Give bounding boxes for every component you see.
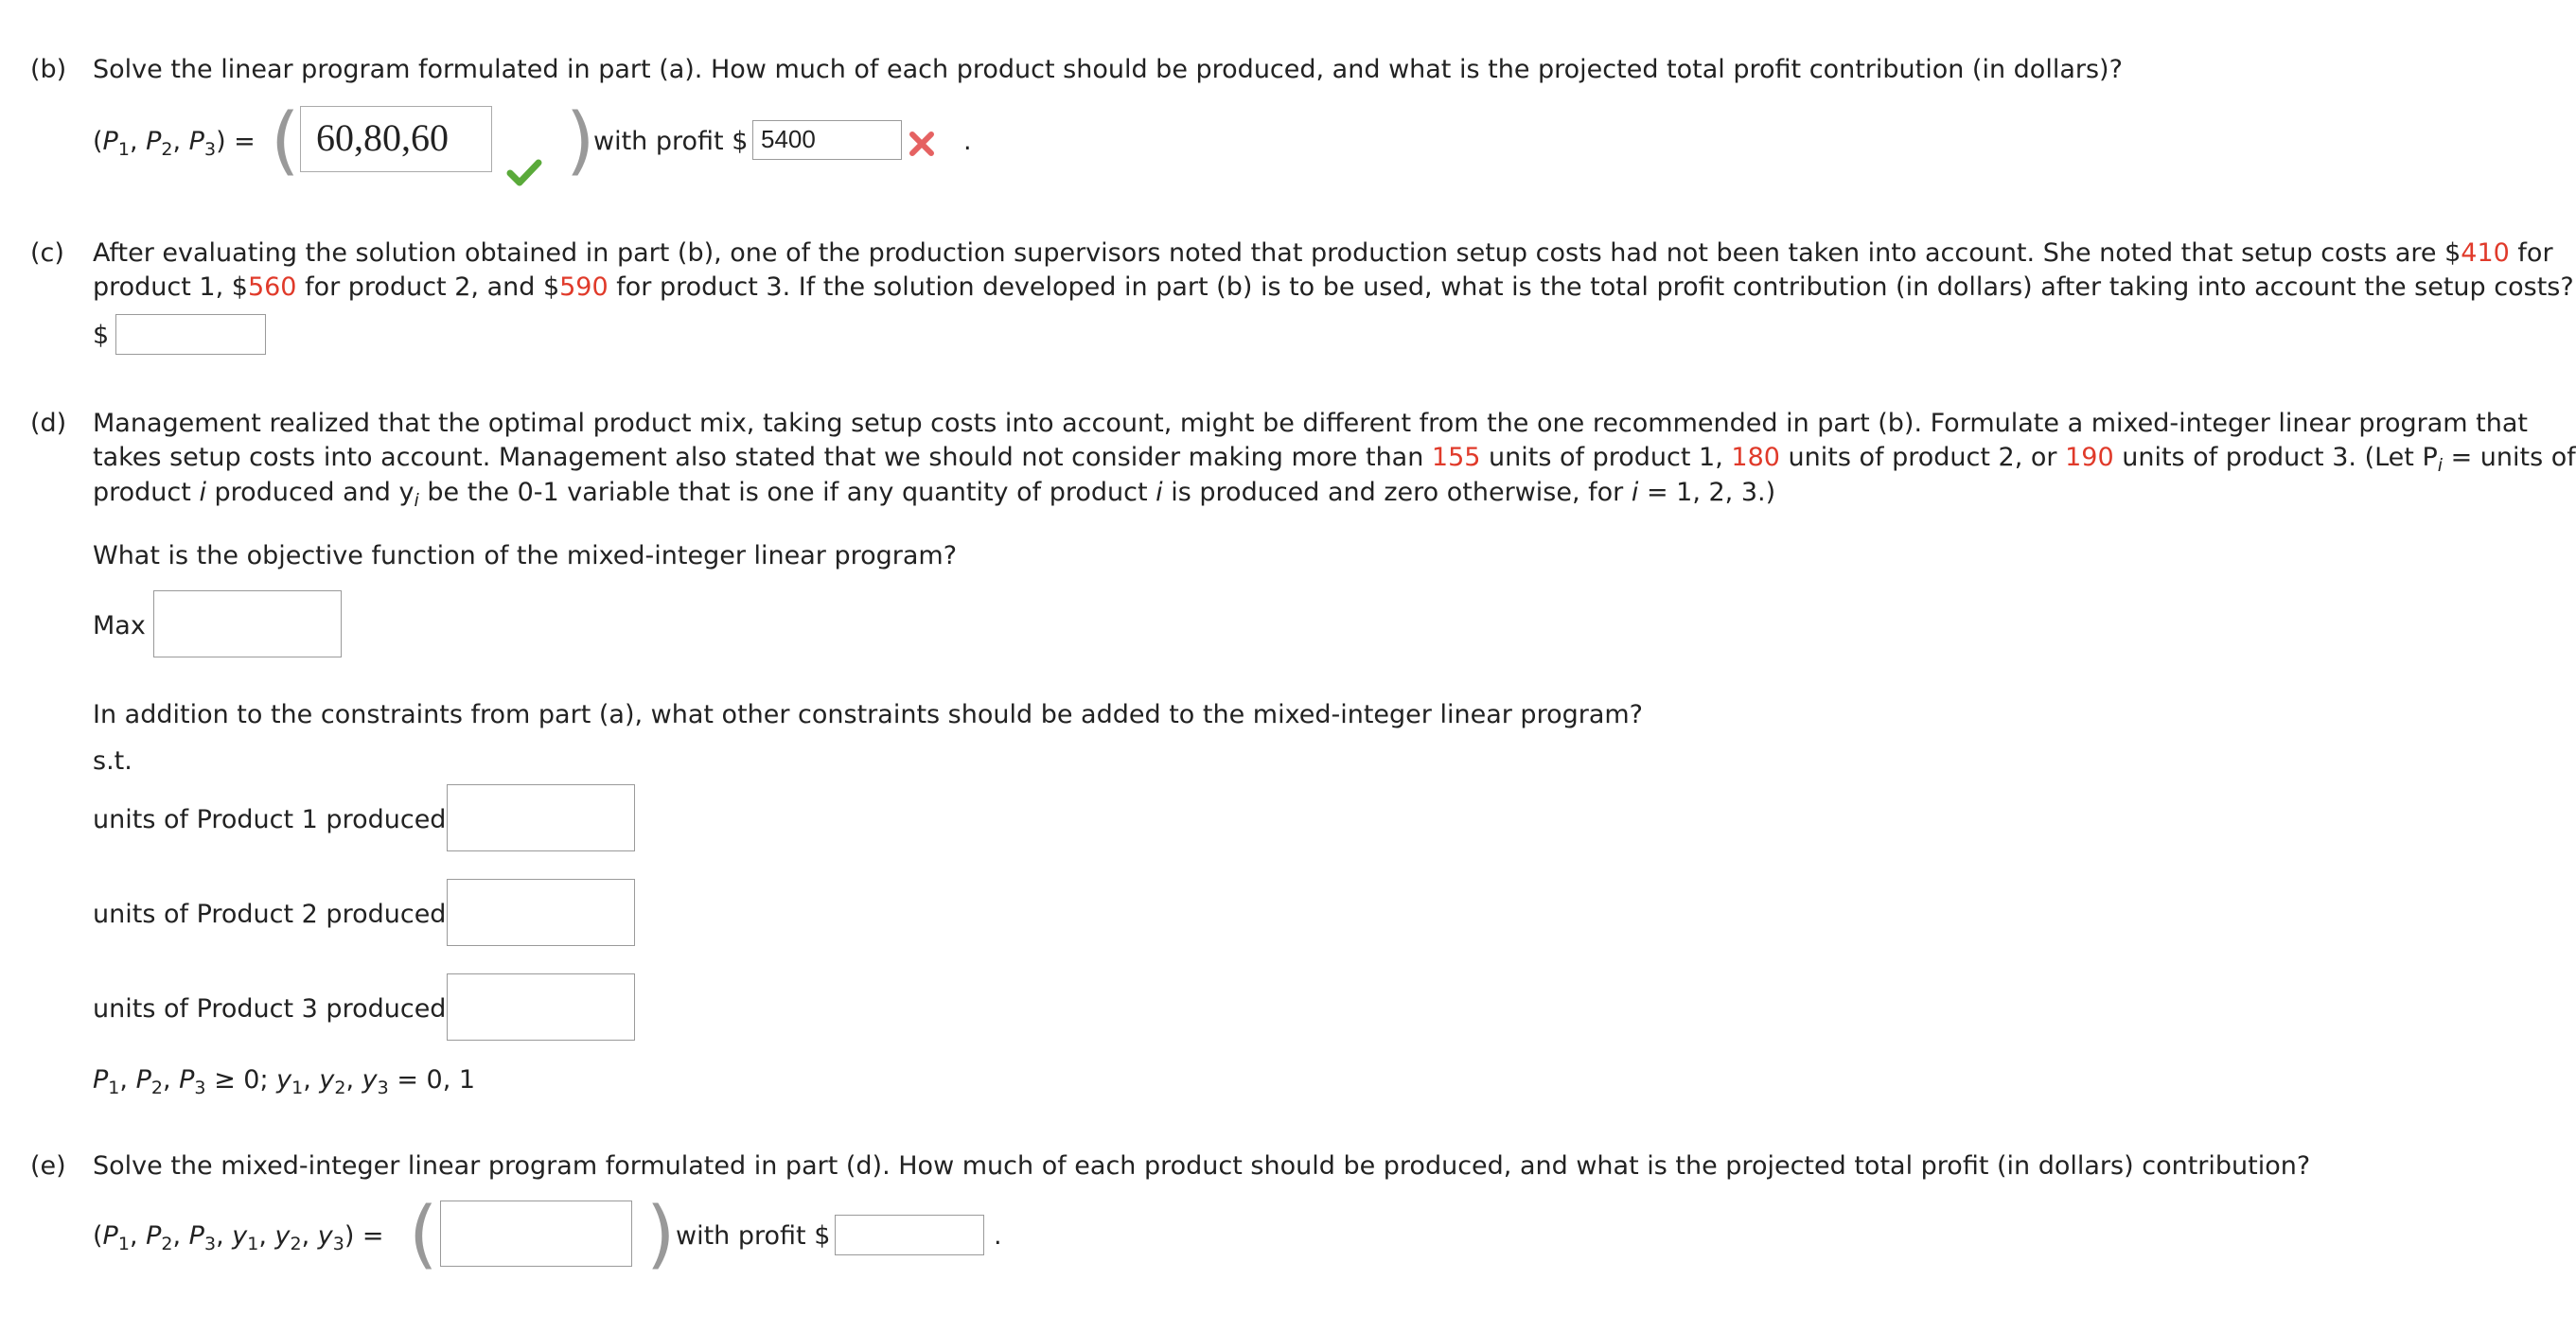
constraint-3-label: units of Product 3 produced bbox=[93, 994, 447, 1024]
checkmark-icon bbox=[507, 159, 541, 185]
part-d-line2: takes setup costs into account. Management also stated that we should not consider making more than 155 units of product 1, 180 units of product 2, or 190 units of product 3. (Let $P_i$ = units of bbox=[93, 443, 2576, 476]
part-b-with-profit-label: with profit $ bbox=[593, 127, 749, 156]
part-e-label: (e) bbox=[30, 1151, 66, 1181]
part-c-line1: After evaluating the solution obtained in part (b), one of the production supervisors noted that production setup costs had not been taken into account. She noted that setup costs are $410 for bbox=[93, 238, 2553, 268]
domain-constraints: $P_1$, $P_2$, $P_3 \ge 0$; $y_1$, $y_2$, $y_3 = 0$, 1 bbox=[93, 1065, 476, 1098]
max-units-2: 180 bbox=[1731, 443, 1780, 472]
right-paren: ) bbox=[566, 98, 595, 184]
left-paren: ( bbox=[271, 98, 300, 184]
right-paren: ) bbox=[646, 1192, 676, 1277]
st-label: s.t. bbox=[93, 746, 132, 776]
part-b-label: (b) bbox=[30, 55, 67, 84]
part-b-vector-input[interactable]: 60,80,60 bbox=[300, 106, 492, 172]
setup-cost-3: 590 bbox=[559, 272, 609, 302]
left-paren: ( bbox=[409, 1192, 438, 1277]
part-b-question: Solve the linear program formulated in part (a). How much of each product should be produced, and what is the projected total profit contribution (in dollars)? bbox=[93, 55, 2123, 84]
part-e-vector-input[interactable] bbox=[440, 1201, 632, 1267]
part-b-profit-input[interactable]: 5400 bbox=[752, 120, 902, 160]
constraint-2-input[interactable] bbox=[447, 879, 635, 946]
part-d-line1: Management realized that the optimal product mix, taking setup costs into account, might be different from the one recommended in part (b). Formulate a mixed-integer linear program that bbox=[93, 409, 2529, 438]
max-label: Max bbox=[93, 611, 146, 640]
part-c-dollar: $ bbox=[93, 321, 110, 350]
setup-cost-2: 560 bbox=[247, 272, 297, 302]
constraint-3-input[interactable] bbox=[447, 973, 635, 1041]
part-d-line3: product i produced and $y_i$ be the 0-1 variable that is one if any quantity of product i is produced and zero otherwise, for i = 1, 2, 3.) bbox=[93, 478, 1776, 511]
objective-input[interactable] bbox=[153, 590, 342, 657]
objective-question: What is the objective function of the mixed-integer linear program? bbox=[93, 541, 958, 570]
constraint-1-label: units of Product 1 produced bbox=[93, 805, 447, 834]
constraints-question: In addition to the constraints from part (a), what other constraints should be added to the mixed-integer linear program? bbox=[93, 700, 1644, 729]
part-e-profit-input[interactable] bbox=[835, 1215, 984, 1255]
part-d-label: (d) bbox=[30, 409, 67, 438]
max-units-3: 190 bbox=[2065, 443, 2114, 472]
x-mark-icon bbox=[909, 131, 935, 157]
part-c-answer-input[interactable] bbox=[115, 314, 266, 355]
part-c-label: (c) bbox=[30, 238, 64, 268]
constraint-1-input[interactable] bbox=[447, 784, 635, 851]
setup-cost-1: 410 bbox=[2461, 238, 2510, 268]
part-e-vector-label: ($P_1$, $P_2$, $P_3$, $y_1$, $y_2$, $y_3$) = bbox=[93, 1221, 384, 1254]
part-c-line2: product 1, $560 for product 2, and $590 for product 3. If the solution developed in part (b) is to be used, what is the total profit contribution (in dollars) after taking into account the setup costs? bbox=[93, 272, 2574, 302]
period: . bbox=[994, 1221, 1002, 1251]
constraint-2-label: units of Product 2 produced bbox=[93, 900, 447, 929]
part-b-vector-label: ($P_1$, $P_2$, $P_3$) = bbox=[93, 127, 256, 160]
period: . bbox=[963, 127, 972, 156]
part-e-question: Solve the mixed-integer linear program formulated in part (d). How much of each product should be produced, and what is the projected total profit (in dollars) contribution? bbox=[93, 1151, 2311, 1181]
max-units-1: 155 bbox=[1431, 443, 1481, 472]
part-e-with-profit-label: with profit $ bbox=[676, 1221, 831, 1251]
